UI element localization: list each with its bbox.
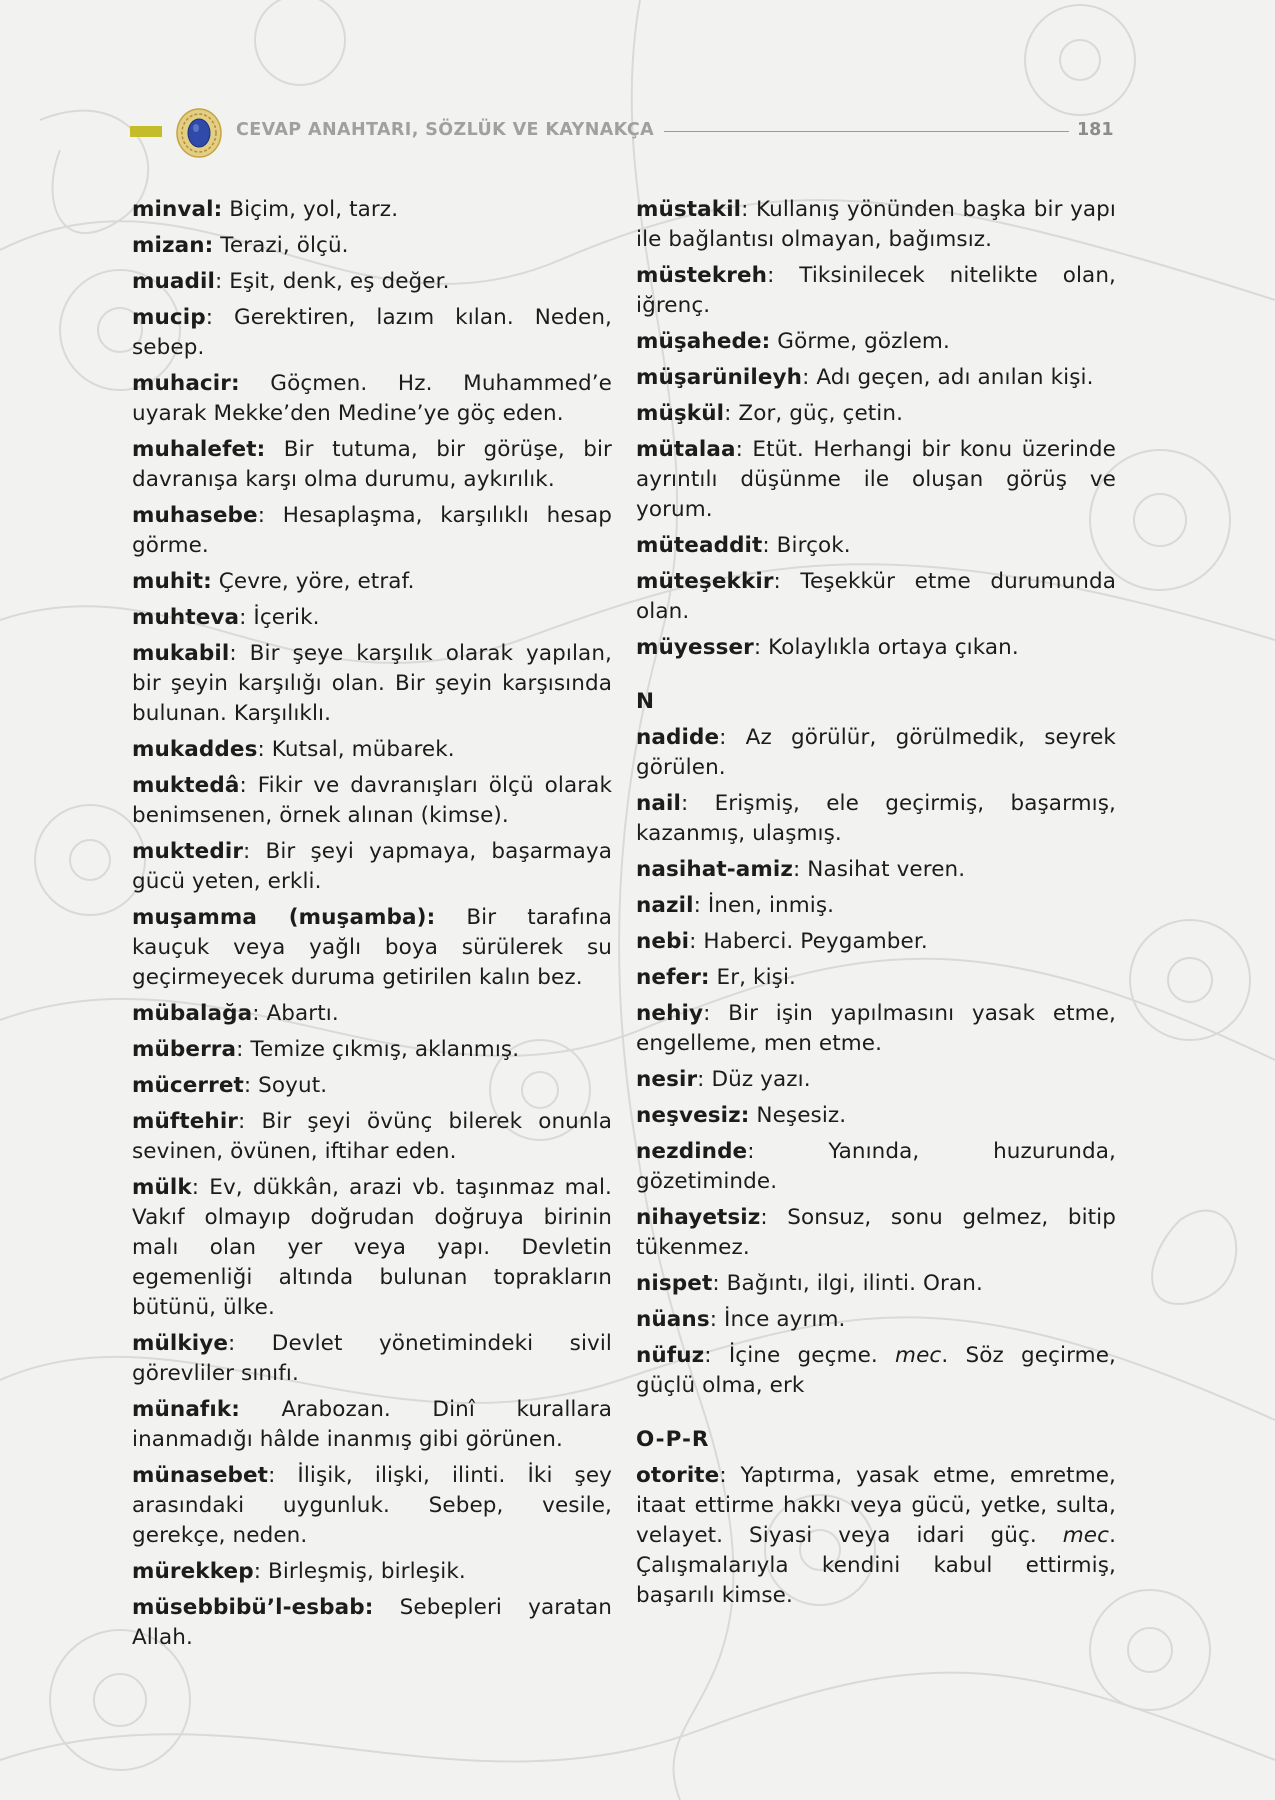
entry-term: nesir <box>636 1067 698 1092</box>
glossary-entry <box>132 771 612 831</box>
entry-definition: : Hesaplaşma, karşılıklı hesap görme. <box>132 503 612 558</box>
glossary-entry <box>132 999 612 1029</box>
entry-term: muhalefet: <box>132 437 266 462</box>
entry-term: mizan: <box>132 233 214 258</box>
entry-definition: Arabozan. Dinî kurallara inanmadığı hâlde inanmış gibi görünen. <box>132 1397 612 1452</box>
entry-term: müftehir <box>132 1109 239 1134</box>
entry-term: mucip <box>132 305 206 330</box>
entry-definition: : Birleşmiş, birleşik. <box>253 1559 466 1584</box>
glossary-entry <box>636 363 1116 393</box>
glossary-entry <box>132 837 612 897</box>
glossary-entry <box>636 1137 1116 1197</box>
entry-term: muadil <box>132 269 215 294</box>
entry-abbrev-mec: mec <box>895 1343 942 1368</box>
glossary-entry <box>636 1101 1116 1131</box>
section-heading-n: N <box>636 689 655 714</box>
entry-definition: Çevre, yöre, etraf. <box>211 569 415 594</box>
entry-term: müberra <box>132 1037 237 1062</box>
entry-definition: : Erişmiş, ele geçirmiş, başarmış, kazanmış, ulaşmış. <box>636 791 1116 846</box>
glossary-entry <box>132 231 612 261</box>
entry-term: otorite <box>636 1463 720 1488</box>
entry-term: nüans <box>636 1307 710 1332</box>
entry-definition: Bir tutuma, bir görüşe, bir davranışa karşı olma durumu, aykırılık. <box>132 437 612 492</box>
glossary-entry <box>636 261 1116 321</box>
entry-term: muşamma (muşamba): <box>132 905 436 930</box>
entry-definition: : Kullanış yönünden başka bir yapı ile bağlantısı olmayan, bağımsız. <box>636 197 1116 252</box>
glossary-entry <box>636 1065 1116 1095</box>
entry-definition: : Temize çıkmış, aklanmış. <box>236 1037 520 1062</box>
glossary-entry <box>636 531 1116 561</box>
glossary-entry <box>636 927 1116 957</box>
glossary-entry <box>132 1593 612 1653</box>
entry-term: müşkül <box>636 401 725 426</box>
entry-term: muhteva <box>132 605 240 630</box>
entry-term: mütalaa <box>636 437 736 462</box>
entry-definition: : Eşit, denk, eş değer. <box>214 269 450 294</box>
glossary-entry-otorite <box>636 1461 1116 1611</box>
header-title: CEVAP ANAHTARI, SÖZLÜK VE KAYNAKÇA <box>236 120 655 140</box>
entry-term: münasebet <box>132 1463 269 1488</box>
glossary-entry <box>636 435 1116 525</box>
glossary-entry <box>636 723 1116 783</box>
glossary-entry <box>132 501 612 561</box>
entry-definition: : Gerektiren, lazım kılan. Neden, sebep. <box>132 305 612 360</box>
glossary-entry <box>132 267 612 297</box>
entry-definition: : Etüt. Herhangi bir konu üzerinde ayrıntılı düşünme ile oluşan görüş ve yorum. <box>636 437 1116 522</box>
glossary-entry <box>636 195 1116 255</box>
glossary-entry <box>636 789 1116 849</box>
glossary-entry <box>132 1071 612 1101</box>
entry-definition: . Çalışmalarıyla kendini kabul ettirmiş, başarılı kimse. <box>636 1523 1116 1608</box>
entry-definition: : Bir şeyi yapmaya, başarmaya gücü yeten, erkli. <box>132 839 612 894</box>
entry-definition: : Kutsal, mübarek. <box>257 737 455 762</box>
header-accent-bar <box>130 126 162 137</box>
header-rule <box>664 131 1069 132</box>
entry-term: nadide <box>636 725 720 750</box>
entry-term: münafık: <box>132 1397 240 1422</box>
glossary-entry <box>132 1173 612 1323</box>
entry-definition: : İçerik. <box>239 605 320 630</box>
glossary-entry <box>132 303 612 363</box>
entry-term: müsebbibü’l-esbab: <box>132 1595 374 1620</box>
entry-term: mürekkep <box>132 1559 254 1584</box>
entry-definition: : Abartı. <box>252 1001 339 1026</box>
entry-term: müşarünileyh <box>636 365 803 390</box>
section-heading-opr: O-P-R <box>636 1427 710 1452</box>
glossary-entry <box>132 369 612 429</box>
entry-abbrev-mec: mec <box>1062 1523 1110 1548</box>
entry-definition: : Haberci. Peygamber. <box>689 929 928 954</box>
glossary-entry <box>132 603 612 633</box>
entry-term: nispet <box>636 1271 713 1296</box>
entry-definition: : Tiksinilecek nitelikte olan, iğrenç. <box>636 263 1116 318</box>
entry-definition: Er, kişi. <box>709 965 796 990</box>
entry-definition: : Teşekkür etme durumunda olan. <box>636 569 1116 624</box>
entry-definition: Göçmen. Hz. Muhammed’e uyarak Mekke’den Medine’ye göç eden. <box>132 371 612 426</box>
entry-term: nüfuz <box>636 1343 705 1368</box>
entry-definition: : Yanında, huzurunda, gözetiminde. <box>636 1139 1116 1194</box>
entry-definition: Sebepleri yaratan Allah. <box>132 1595 612 1650</box>
glossary-entry <box>132 1461 612 1551</box>
entry-definition: : Zor, güç, çetin. <box>724 401 904 426</box>
entry-definition: : İçine geçme. <box>704 1343 896 1368</box>
entry-term: mücerret <box>132 1073 244 1098</box>
glossary-entry <box>132 639 612 729</box>
entry-term: müteaddit <box>636 533 763 558</box>
page-header <box>0 108 1275 154</box>
entry-term: mülk <box>132 1175 192 1200</box>
entry-list-m-continued <box>636 195 1116 663</box>
entry-term: müstakil <box>636 197 742 222</box>
glossary-entry <box>132 1035 612 1065</box>
entry-definition: : Birçok. <box>762 533 851 558</box>
entry-term: mülkiye <box>132 1331 229 1356</box>
entry-term: nasihat-amiz <box>636 857 793 882</box>
entry-term: müstekreh <box>636 263 768 288</box>
entry-definition: : Az görülür, görülmedik, seyrek görülen. <box>636 725 1116 780</box>
glossary-entry <box>132 1107 612 1167</box>
entry-definition: : Devlet yönetimindeki sivil görevliler sınıfı. <box>132 1331 612 1386</box>
entry-definition: : Adı geçen, adı anılan kişi. <box>802 365 1094 390</box>
entry-term: müteşekkir <box>636 569 774 594</box>
entry-term: minval: <box>132 197 223 222</box>
glossary-entry <box>132 567 612 597</box>
entry-definition: Neşesiz. <box>749 1103 847 1128</box>
glossary-entry <box>132 435 612 495</box>
entry-list-left <box>132 195 612 1653</box>
glossary-entry <box>636 567 1116 627</box>
entry-definition: : Ev, dükkân, arazi vb. taşınmaz mal. Vakıf olmayıp doğrudan doğruya birinin malı olan yer veya yapı. Devletin egemenliği altında bulunan toprakların bütünü, ülke. <box>132 1175 612 1320</box>
glossary-entry <box>132 1557 612 1587</box>
glossary-entry <box>132 195 612 225</box>
entry-term: muhacir: <box>132 371 240 396</box>
entry-definition: : İnce ayrım. <box>709 1307 846 1332</box>
entry-term: nezdinde <box>636 1139 748 1164</box>
page-number: 181 <box>1077 120 1114 140</box>
entry-term: nefer: <box>636 965 710 990</box>
entry-definition: : Nasihat veren. <box>793 857 966 882</box>
glossary-entry <box>132 1329 612 1389</box>
entry-definition: Bir tarafına kauçuk veya yağlı boya sürülerek su geçirmeyecek duruma getirilen kalın bez. <box>132 905 612 990</box>
glossary-entry <box>636 999 1116 1059</box>
entry-term: mukaddes <box>132 737 258 762</box>
entry-definition: Terazi, ölçü. <box>213 233 349 258</box>
entry-definition: Görme, gözlem. <box>770 329 950 354</box>
entry-definition: : Bir şeyi övünç bilerek onunla sevinen, övünen, iftihar eden. <box>132 1109 612 1164</box>
entry-definition: : Soyut. <box>243 1073 328 1098</box>
entry-definition: : İnen, inmiş. <box>693 893 835 918</box>
entry-term: neşvesiz: <box>636 1103 750 1128</box>
entry-definition: : Bir işin yapılmasını yasak etme, engelleme, men etme. <box>636 1001 1116 1056</box>
glossary-entry <box>636 1203 1116 1263</box>
entry-list-n <box>636 723 1116 1335</box>
entry-definition: : Fikir ve davranışları ölçü olarak benimsenen, örnek alınan (kimse). <box>132 773 612 828</box>
glossary-entry <box>636 963 1116 993</box>
entry-definition: : Düz yazı. <box>697 1067 811 1092</box>
glossary-entry <box>636 891 1116 921</box>
glossary-entry <box>636 855 1116 885</box>
entry-definition: : Bağıntı, ilgi, ilinti. Oran. <box>712 1271 983 1296</box>
glossary-right-column <box>636 195 1116 1617</box>
entry-term: muktedâ <box>132 773 240 798</box>
glossary-entry <box>132 903 612 993</box>
entry-term: muhasebe <box>132 503 258 528</box>
glossary-entry <box>132 1395 612 1455</box>
glossary-entry <box>636 399 1116 429</box>
entry-definition: : Bir şeye karşılık olarak yapılan, bir şeyin karşılığı olan. Bir şeyin karşısında bulunan. Karşılıklı. <box>132 641 612 726</box>
entry-term: muktedir <box>132 839 244 864</box>
entry-definition: : Kolaylıkla ortaya çıkan. <box>753 635 1019 660</box>
glossary-entry <box>636 327 1116 357</box>
entry-term: mukabil <box>132 641 230 666</box>
ornament-emblem-icon <box>174 108 224 158</box>
glossary-entry <box>636 633 1116 663</box>
glossary-entry <box>132 735 612 765</box>
entry-term: nebi <box>636 929 690 954</box>
entry-definition: . Söz geçirme, güçlü olma, erk <box>636 1343 1116 1398</box>
entry-term: mübalağa <box>132 1001 253 1026</box>
entry-term: nihayetsiz <box>636 1205 761 1230</box>
entry-term: müşahede: <box>636 329 771 354</box>
entry-term: müyesser <box>636 635 754 660</box>
entry-definition: : Sonsuz, sonu gelmez, bitip tükenmez. <box>636 1205 1116 1260</box>
glossary-left-column <box>132 195 612 1659</box>
entry-definition: : İlişik, ilişki, ilinti. İki şey arasındaki uygunluk. Sebep, vesile, gerekçe, neden. <box>132 1463 612 1548</box>
entry-term: muhit: <box>132 569 212 594</box>
glossary-entry <box>636 1269 1116 1299</box>
entry-definition: : Yaptırma, yasak etme, emretme, itaat ettirme hakkı veya gücü, yetke, sulta, velayet. Siyasi veya idari güç. <box>636 1463 1116 1548</box>
glossary-entry-nufuz <box>636 1341 1116 1401</box>
entry-term: nazil <box>636 893 694 918</box>
entry-term: nail <box>636 791 681 816</box>
glossary-entry <box>636 1305 1116 1335</box>
entry-definition: Biçim, yol, tarz. <box>222 197 399 222</box>
entry-term: nehiy <box>636 1001 704 1026</box>
